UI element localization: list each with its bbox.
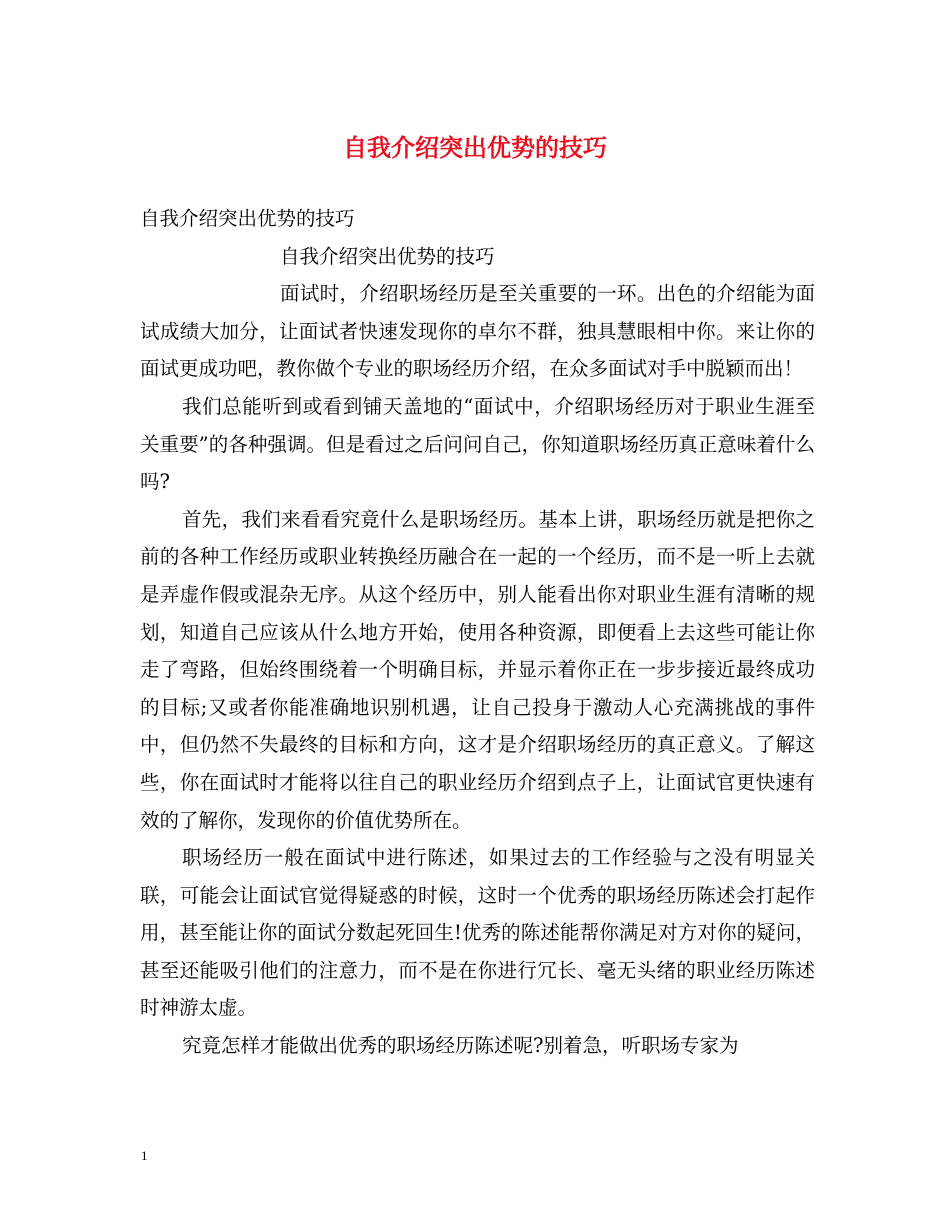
document-body	[140, 200, 815, 1065]
paragraph: 究竟怎样才能做出优秀的职场经历陈述呢?别着急，听职场专家为	[182, 1034, 739, 1058]
heading-line: 自我介绍突出优势的技巧	[140, 207, 355, 230]
paragraph-intro: 面试时，介绍职场经历是至关重要的一环。出色的介绍能为面试成绩大加分，让面试者快速发现你的卓尔不群，独具慧眼相中你。来让你的面试更成功吧，教你做个专业的职场经历介绍，在众多面试对手中脱颖而出！	[140, 282, 815, 381]
paragraph: 我们总能听到或看到铺天盖地的“面试中，介绍职场经历对于职业生涯至关重要”的各种强调。但是看过之后问问自己，你知道职场经历真正意味着什么吗?	[140, 394, 815, 494]
document-title: 自我介绍突出优势的技巧	[343, 133, 607, 162]
page-number: 1	[141, 1148, 148, 1163]
paragraph: 首先，我们来看看究竟什么是职场经历。基本上讲，职场经历就是把你之前的各种工作经历或职业转换经历融合在一起的一个经历，而不是一听上去就是弄虚作假或混杂无序。从这个经历中，别人能看出你对职业生涯有清晰的规划，知道自己应该从什么地方开始，使用各种资源，即便看上去这些可能让你走了弯路，但始终围绕着一个明确目标，并显示着你正在一步步接近最终成功的目标;又或者你能准确地识别机遇，让自己投身于激动人心充满挑战的事件中，但仍然不失最终的目标和方向，这才是介绍职场经历的真正意义。了解这些，你在面试时才能将以往自己的职业经历介绍到点子上，让面试官更快速有效的了解你，发现你的价值优势所在。	[140, 507, 815, 832]
paragraph: 职场经历一般在面试中进行陈述，如果过去的工作经验与之没有明显关联，可能会让面试官觉得疑惑的时候，这时一个优秀的职场经历陈述会打起作用，甚至能让你的面试分数起死回生!优秀的陈述能帮你满足对方对你的疑问，甚至还能吸引他们的注意力，而不是在你进行冗长、毫无头绪的职业经历陈述时神游太虚。	[140, 846, 815, 1020]
subheading-line: 自我介绍突出优势的技巧	[280, 244, 495, 268]
